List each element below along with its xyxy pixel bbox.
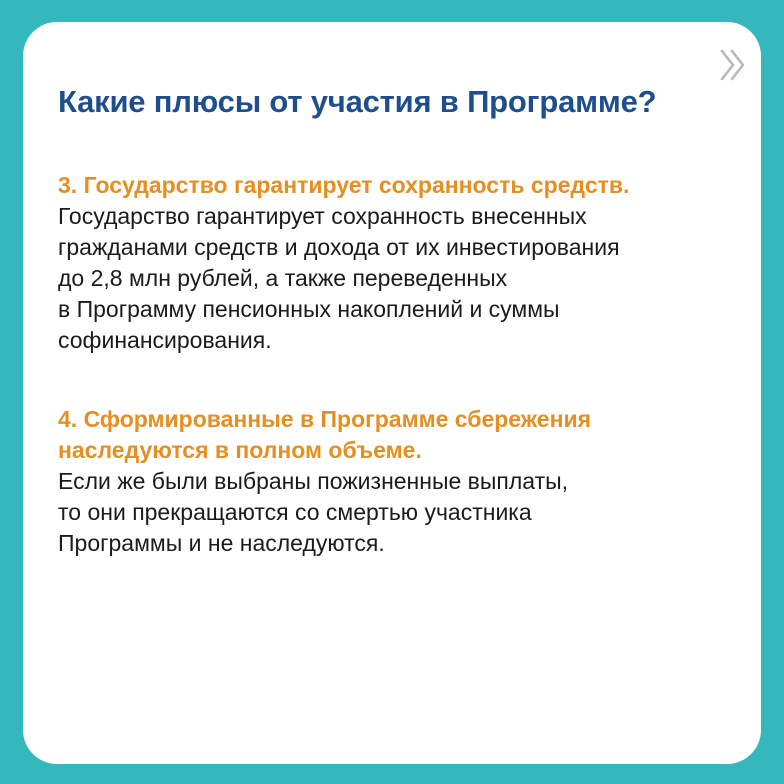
section-state-guarantee: [58, 170, 629, 356]
body-line: Программы и не наследуются.: [58, 530, 385, 556]
section-heading: [58, 404, 591, 466]
section-body: [58, 201, 629, 356]
body-line: в Программу пенсионных накоплений и суммы: [58, 296, 560, 322]
body-line: то они прекращаются со смертью участника: [58, 499, 532, 525]
body-line: Государство гарантирует сохранность внесенных: [58, 203, 587, 229]
section-body: [58, 466, 591, 559]
body-line: софинансирования.: [58, 327, 272, 353]
body-line: до 2,8 млн рублей, а также переведенных: [58, 265, 508, 291]
body-line: Если же были выбраны пожизненные выплаты,: [58, 468, 569, 494]
heading-line: наследуются в полном объеме.: [58, 437, 422, 463]
section-heading: 3. Государство гарантирует сохранность средств.: [58, 172, 630, 198]
double-chevron-right-icon[interactable]: [719, 48, 749, 82]
page-title: Какие плюсы от участия в Программе?: [58, 84, 657, 119]
body-line: гражданами средств и дохода от их инвестирования: [58, 234, 620, 260]
content-card: [23, 22, 761, 764]
heading-line: 4. Сформированные в Программе сбережения: [58, 406, 592, 432]
section-inheritance: [58, 404, 591, 559]
